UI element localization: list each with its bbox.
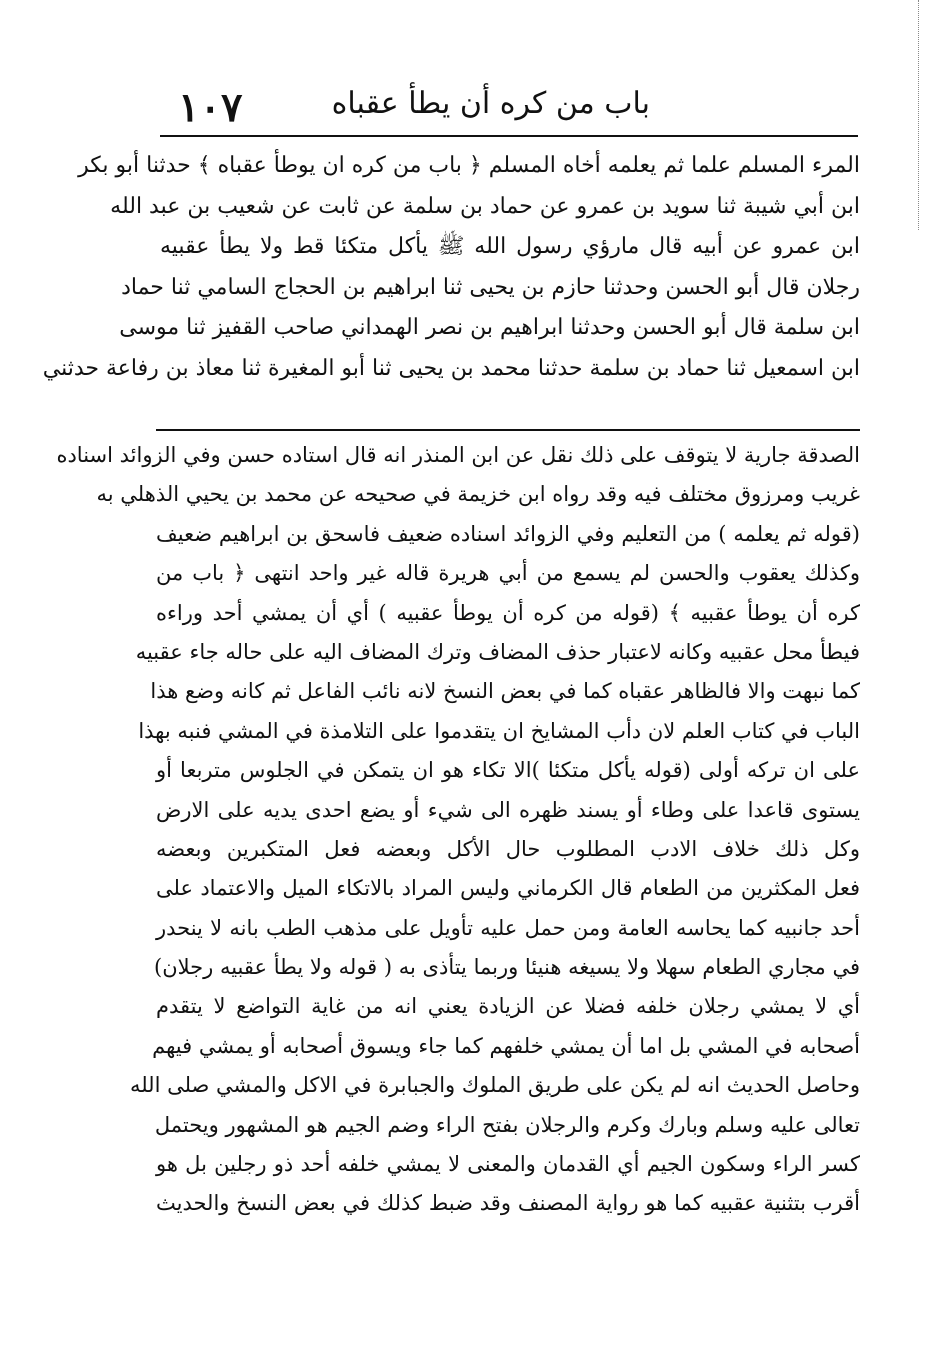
header-rule	[160, 135, 858, 137]
commentary-line: كما نبهت والا فالظاهر عقباه كما في بعض النسخ لانه نائب الفاعل ثم كانه وضع هذا	[150, 679, 860, 704]
section-divider	[156, 429, 860, 431]
commentary-line: الصدقة جارية لا يتوقف على ذلك نقل عن ابن المنذر انه قال استاده حسن وفي الزوائد اسناده	[56, 443, 860, 467]
hadith-line: ابن أبي شيبة ثنا سويد بن عمرو عن حماد بن سلمة عن ثابت عن شعيب بن عبد الله	[110, 193, 860, 219]
commentary-line: وحاصل الحديث انه لم يكن على طريق الملوك والجبابرة في الاكل والمشي صلى الله	[129, 1073, 860, 1098]
commentary-line: أي لا يمشي رجلان خلفه فضلا عن الزيادة يعني انه من غاية التواضع لا يتقدم	[156, 994, 860, 1019]
commentary-text	[56, 436, 860, 1224]
hadith-text	[42, 146, 860, 389]
commentary-line: أحد جانبيه كما يحاسه العامة ومن حمل عليه تأويل على مذهب الطب بانه لا ينحدر	[156, 915, 860, 940]
commentary-line: فعل المكثرين من الطعام قال الكرماني وليس المراد بالاتكاء الميل والاعتماد على	[156, 876, 860, 901]
commentary-line: تعالى عليه وسلم وبارك وكرم والرجلان بفتح الراء وضم الجيم هو المشهور ويحتمل	[154, 1112, 860, 1137]
commentary-line: وكل ذلك خلاف الادب المطلوب حال الأكل وبعضه فعل المتكبرين وبعضه	[156, 836, 860, 861]
commentary-line: فيطأ محل عقبيه وكانه لاعتبار حذف المضاف وترك المضاف اليه على حاله جاء عقبيه	[135, 639, 860, 664]
hadith-line: ابن عمرو عن أبيه قال مارؤي رسول الله ﷺ يأكل متكئا قط ولا يطأ عقبيه	[160, 234, 860, 259]
hadith-line: ابن اسمعيل ثنا حماد بن سلمة حدثنا محمد بن يحيى ثنا أبو المغيرة ثنا معاذ بن رفاعة حدثني	[42, 355, 860, 381]
commentary-line: كسر الراء وسكون الجيم أي القدمان والمعنى لا يمشي خلفه أحد ذو رجلين بل هو	[156, 1152, 860, 1177]
commentary-line: يستوى قاعدا على وطاء أو يسند ظهره الى شيء أو يضع احدى يديه على الارض	[156, 797, 860, 822]
commentary-line: (قوله ثم يعلمه ) من التعليم وفي الزوائد اسناده ضعيف فاسحق بن ابراهيم ضعيف	[156, 521, 860, 546]
commentary-line: في مجاري الطعام سهلا ولا يسيغه هنيئا وربما يتأذى به ( قوله ولا يطأ عقبيه رجلان)	[154, 955, 860, 980]
commentary-line: كره أن يوطأ عقبيه ﴾ (قوله من كره أن يوطأ عقبيه ) أي أن يمشي أحد وراءه	[156, 600, 860, 625]
margin-dots	[915, 0, 919, 230]
commentary-line: الباب في كتاب العلم لان دأب المشايخ ان يتقدموا على التلامذة في المشي فنبه بهذا	[138, 718, 860, 743]
page-header	[160, 84, 860, 134]
commentary-line: على ان تركه أولى (قوله يأكل متكئا )الا تكاء هو ان يتمكن في الجلوس متربعا أو	[156, 758, 860, 783]
hadith-line: المرء المسلم علما ثم يعلمه أخاه المسلم ﴿ باب من كره ان يوطأ عقباه ﴾ حدثنا أبو بكر	[78, 153, 860, 178]
running-title: باب من كره أن يطأ عقباه	[331, 86, 650, 121]
commentary-line: غريب ومرزوق مختلف فيه وقد رواه ابن خزيمة في صحيحه عن محمد بن يحيي الذهلي به	[96, 482, 860, 507]
page-number: ١٠٧	[178, 84, 243, 131]
hadith-line: ابن سلمة قال أبو الحسن وحدثنا ابراهيم بن نصر الهمداني صاحب القفيز ثنا موسى	[119, 315, 860, 340]
commentary-line: وكذلك يعقوب والحسن لم يسمع من أبي هريرة قاله غير واحد انتهى ﴿ باب من	[156, 561, 860, 586]
commentary-line: أصحابه في المشي بل اما أن يمشي خلفهم كما جاء ويسوق أصحابه أو يمشي فيهم	[152, 1033, 860, 1058]
commentary-line: أقرب بتثنية عقبيه كما هو رواية المصنف وقد ضبط كذلك في بعض النسخ والحديث	[156, 1191, 860, 1216]
hadith-line: رجلان قال أبو الحسن وحدثنا حازم بن يحيى ثنا ابراهيم بن الحجاج السامي ثنا حماد	[121, 274, 860, 300]
